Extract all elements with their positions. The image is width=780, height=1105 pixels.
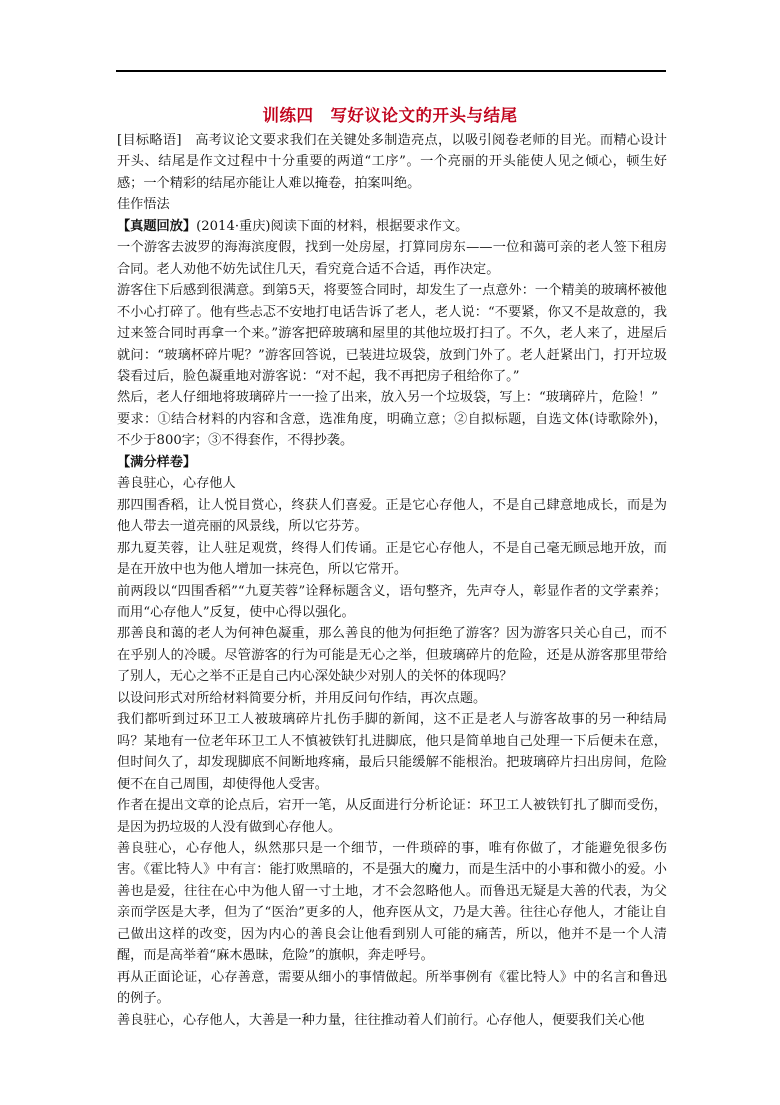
paragraph <box>117 130 667 194</box>
paragraph-text: 作者在提出文章的论点后，宕开一笔，从反面进行分析论证：环卫工人被铁钉扎了脚而受伤，是因为扔垃圾的人没有做到心存他人。 <box>117 798 667 835</box>
paragraph <box>117 795 667 838</box>
paragraph-text: 我们都听到过环卫工人被玻璃碎片扎伤手脚的新闻，这不正是老人与游客故事的另一种结局吗？某地有一位老年环卫工人不慎被铁钉扎进脚底，他只是简单地自己处理一下后便未在意，但时间久了，却发现脚底不间断地疼痛，最后只能缓解不能根治。把玻璃碎片扫出房间，危险便不在自己周围，却使得他人受害。 <box>117 712 667 792</box>
paragraph-text: 那四围香稻，让人悦目赏心，终获人们喜爱。正是它心存他人，不是自己肆意地成长，而是为他人带去一道亮丽的风景线，所以它芬芳。 <box>117 497 667 535</box>
paragraph <box>117 194 667 215</box>
paragraph-bold-prefix: 【真题回放】 <box>117 218 197 234</box>
paragraph-text: (2014·重庆)阅读下面的材料，根据要求作文。 <box>196 218 469 234</box>
paragraph <box>117 688 667 709</box>
paragraph-text: 善良驻心，心存他人，大善是一种力量，往往推动着人们前行。心存他人，便要我们关心他 <box>117 1012 645 1028</box>
paragraph-text: [目标略语] 高考议论文要求我们在关键处多制造亮点，以吸引阅卷老师的目光。而精心设计开头、结尾是作文过程中十分重要的两道“工序”。一个亮丽的开头能使人见之倾心，顿生好感；一个精彩的结尾亦能让人难以掩卷，拍案叫绝。 <box>117 133 667 191</box>
paragraph <box>117 709 667 795</box>
paragraph-text: 以设问形式对所给材料简要分析，并用反问句作结，再次点题。 <box>117 690 487 706</box>
paragraph <box>117 452 667 473</box>
paragraph-bold-prefix: 【满分样卷】 <box>117 454 197 470</box>
paragraph-text: 那善良和蔼的老人为何神色凝重，那么善良的他为何拒绝了游客？因为游客只关心自己，而不在乎别人的冷暖。尽管游客的行为可能是无心之举，但玻璃碎片的危险，还是从游客那里带给了别人，无心之举不正是自己内心深处缺少对别人的关怀的体现吗？ <box>117 626 667 685</box>
paragraph <box>117 581 667 624</box>
paragraph-text: 佳作悟法 <box>117 197 170 213</box>
paragraph-text: 游客住下后感到很满意。到第5天，将要签合同时，却发生了一点意外：一个精美的玻璃杯被他不小心打碎了。他有些忐忑不安地打电话告诉了老人，老人说：“不要紧，你又不是故意的，我过来签合同时再拿一个来。”游客把碎玻璃和屋里的其他垃圾打扫了。不久，老人来了，进屋后就问：“玻璃杯碎片呢？”游客回答说，已装进垃圾袋，放到门外了。老人赶紧出门，打开垃圾袋看过后，脸色凝重地对游客说：“对不起，我不再把房子租给你了。” <box>117 283 667 384</box>
paragraph-text: 然后，老人仔细地将玻璃碎片一一捡了出来，放入另一个垃圾袋，写上：“玻璃碎片，危险！” <box>117 390 658 406</box>
document-body <box>117 130 667 1031</box>
paragraph <box>117 409 667 452</box>
paragraph <box>117 623 667 687</box>
paragraph-text: 善良驻心，心存他人 <box>117 476 236 492</box>
paragraph <box>117 1010 667 1031</box>
paragraph <box>117 495 667 538</box>
paragraph-text: 要求：①结合材料的内容和含意，选准角度，明确立意；②自拟标题，自选文体(诗歌除外)，不少于800字；③不得套作，不得抄袭。 <box>117 411 667 449</box>
header-rule <box>116 70 666 72</box>
paragraph-text: 那九夏芙蓉，让人驻足观赏，终得人们传诵。正是它心存他人，不是自己毫无顾忌地开放，而是在开放中也为他人增加一抹亮色，所以它常开。 <box>117 540 667 578</box>
paragraph <box>117 216 667 237</box>
paragraph <box>117 473 667 494</box>
paragraph-text: 善良驻心，心存他人，纵然那只是一个细节，一件琐碎的事，唯有你做了，才能避免很多伤害。《霍比特人》中有言：能打败黑暗的，不是强大的魔力，而是生活中的小事和微小的爱。小善也是爱，往往在心中为他人留一寸土地，才不会忽略他人。而鲁迅无疑是大善的代表，为父亲而学医是大孝，但为了“医治”更多的人，他弃医从文，乃是大善。往往心存他人，才能让自己做出这样的改变，因为内心的善良会让他看到别人可能的痛苦，所以，他并不是一个人清醒，而是高举着“麻木愚昧，危险”的旗帜，奔走呼号。 <box>117 840 667 964</box>
paragraph <box>117 967 667 1010</box>
paragraph-text: 一个游客去波罗的海海滨度假，找到一处房屋，打算同房东——一位和蔼可亲的老人签下租房合同。老人劝他不妨先试住几天，看究竟合适不合适，再作决定。 <box>117 240 667 277</box>
paragraph <box>117 387 667 408</box>
paragraph <box>117 538 667 581</box>
paragraph <box>117 280 667 387</box>
paragraph <box>117 838 667 967</box>
paragraph-text: 再从正面论证，心存善意，需要从细小的事情做起。所举事例有《霍比特人》中的名言和鲁迅的例子。 <box>117 969 667 1007</box>
paragraph-text: 前两段以“四围香稻”“九夏芙蓉”诠释标题含义，语句整齐，先声夺人，彰显作者的文学素养；而用“心存他人”反复，使中心得以强化。 <box>117 583 667 620</box>
page-title: 训练四 写好议论文的开头与结尾 <box>262 106 518 125</box>
paragraph <box>117 237 667 280</box>
